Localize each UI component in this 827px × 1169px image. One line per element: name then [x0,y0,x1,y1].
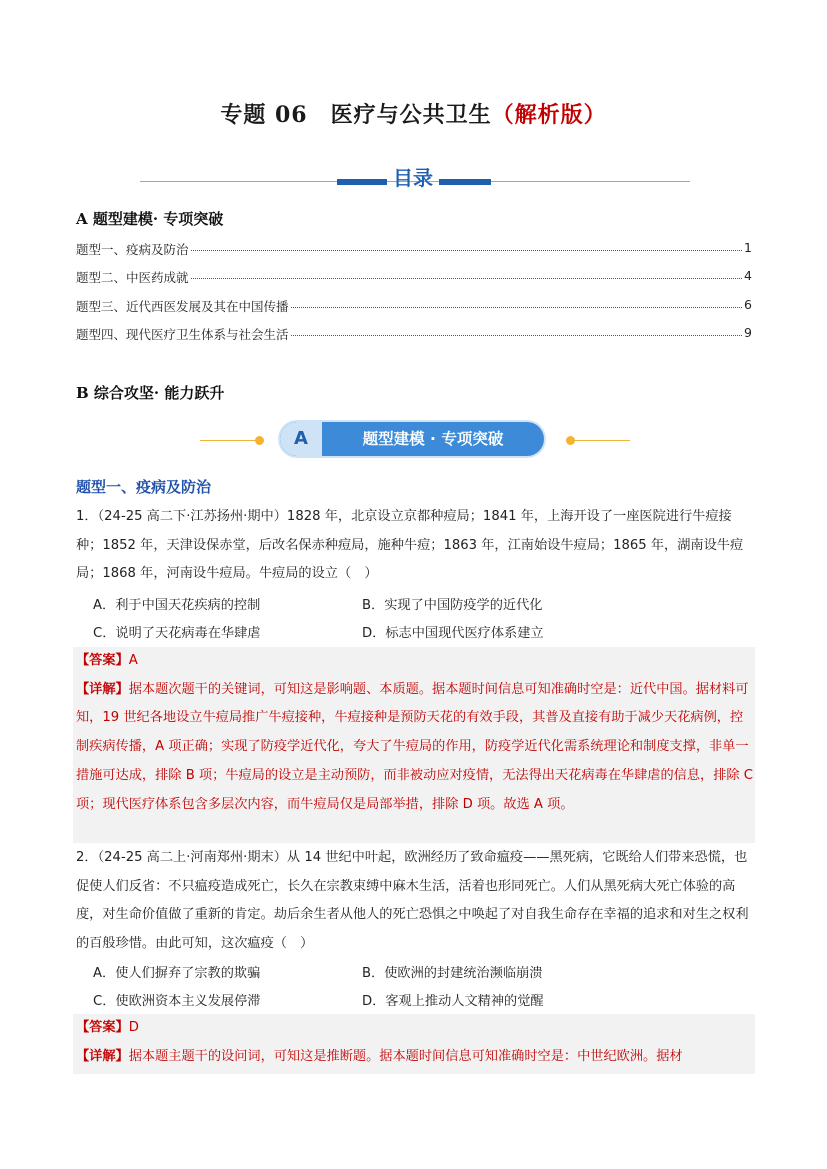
section-ribbon [200,420,630,460]
question-1-stem: 1．（24-25 高二下·江苏扬州·期中）1828 年，北京设立京都种痘局；1841 年，上海开设了一座医院进行牛痘接种；1852 年，天津设保赤堂，后改名保赤种痘局，施种牛痘；1863 年，江南始设牛痘局；1865 年，湖南设牛痘局；1868 年，河南设牛痘局。牛痘局的设立（ ） [76,509,744,582]
question-1-option: A．利于中国天花疾病的控制 [93,598,261,613]
ribbon-text: 题型建模 · 专项突破 [362,430,504,448]
question-type-heading: 题型一、疫病及防治 [76,478,212,496]
dot-icon [566,436,575,445]
toc-item[interactable]: 题型二、中医药成就 4 [76,268,752,285]
ribbon-letter: A [280,422,322,456]
toc-label: 目录 [393,166,433,190]
question-2-answer: D [128,1020,139,1035]
dot-icon [255,436,264,445]
question-2-option: D．客观上推动人文精神的觉醒 [362,994,544,1009]
toc-section-b: B 综合攻坚· 能力跃升 [76,384,225,402]
question-1-option: D．标志中国现代医疗体系建立 [362,626,544,641]
question-2-answer-box: 【答案】D 【详解】据本题主题干的设问词，可知这是推断题。据本题时间信息可知准确时空是：中世纪欧洲。据材 [73,1014,755,1074]
question-2-option: B．使欧洲的封建统治濒临崩溃 [362,966,543,981]
toc-section-a: A 题型建模· 专项突破 [76,210,224,228]
question-1-option: B．实现了中国防疫学的近代化 [362,598,543,613]
toc-banner [140,162,690,192]
page-title: 专题 06 医疗与公共卫生（解析版） [220,102,607,128]
question-1-detail: 据本题次题干的关键词，可知这是影响题、本质题。据本题时间信息可知准确时空是：近代中国。据材料可知，19 世纪各地设立牛痘局推广牛痘接种，牛痘接种是预防天花的有效手段，其普及直接有助于减少天花病例，控制疾病传播，A 项正确；实现了防疫学近代化，夸大了牛痘局的作用，防疫学近代化需系统理论和制度支撑，非单一措施可达成，排除 B 项；牛痘局的设立是主动预防，而非被动应对疫情，无法得出天花病毒在华肆虐的信息，排除 C 项；现代医疗体系包含多层次内容，而牛痘局仅是局部举措，排除 D 项。故选 A 项。 [76,681,754,812]
toc-item[interactable]: 题型三、近代西医发展及其在中国传播 6 [76,297,752,314]
question-1-answer-box: 【答案】A 【详解】据本题次题干的关键词，可知这是影响题、本质题。据本题时间信息可知准确时空是：近代中国。据材料可知，19 世纪各地设立牛痘局推广牛痘接种，牛痘接种是预防天花的有效手段，其普及直接有助于减少天花病例，控制疾病传播，A 项正确；实现了防疫学近代化，夸大了牛痘局的作用，防疫学近代化需系统理论和制度支撑，非单一措施可达成，排除 B 项；牛痘局的设立是主动预防，而非被动应对疫情，无法得出天花病毒在华肆虐的信息，排除 C 项；现代医疗体系包含多层次内容，而牛痘局仅是局部举措，排除 D 项。故选 A 项。 [73,647,755,843]
question-2-option: A．使人们摒弃了宗教的欺骗 [93,966,261,981]
question-2-stem: 2．（24-25 高二上·河南郑州·期末）从 14 世纪中叶起，欧洲经历了致命瘟疫——黑死病，它既给人们带来恐慌，也促使人们反省：不只瘟疫造成死亡，长久在宗教束缚中麻木生活，活着也形同死亡。人们从黑死病大死亡体验的高度，对生命价值做了重新的肯定。劫后余生者从他人的死亡恐惧之中唤起了对自我生命存在幸福的追求和对生之权利的百般珍惜。由此可知，这次瘟疫（ ） [76,850,749,952]
question-2-option: C．使欧洲资本主义发展停滞 [93,994,261,1009]
question-1-option: C．说明了天花病毒在华肆虐 [93,626,261,641]
question-1-answer: A [128,653,138,668]
toc-item[interactable]: 题型一、疫病及防治 1 [76,240,752,257]
question-2-detail: 据本题主题干的设问词，可知这是推断题。据本题时间信息可知准确时空是：中世纪欧洲。据材 [128,1048,683,1064]
toc-item[interactable]: 题型四、现代医疗卫生体系与社会生活 9 [76,325,752,342]
